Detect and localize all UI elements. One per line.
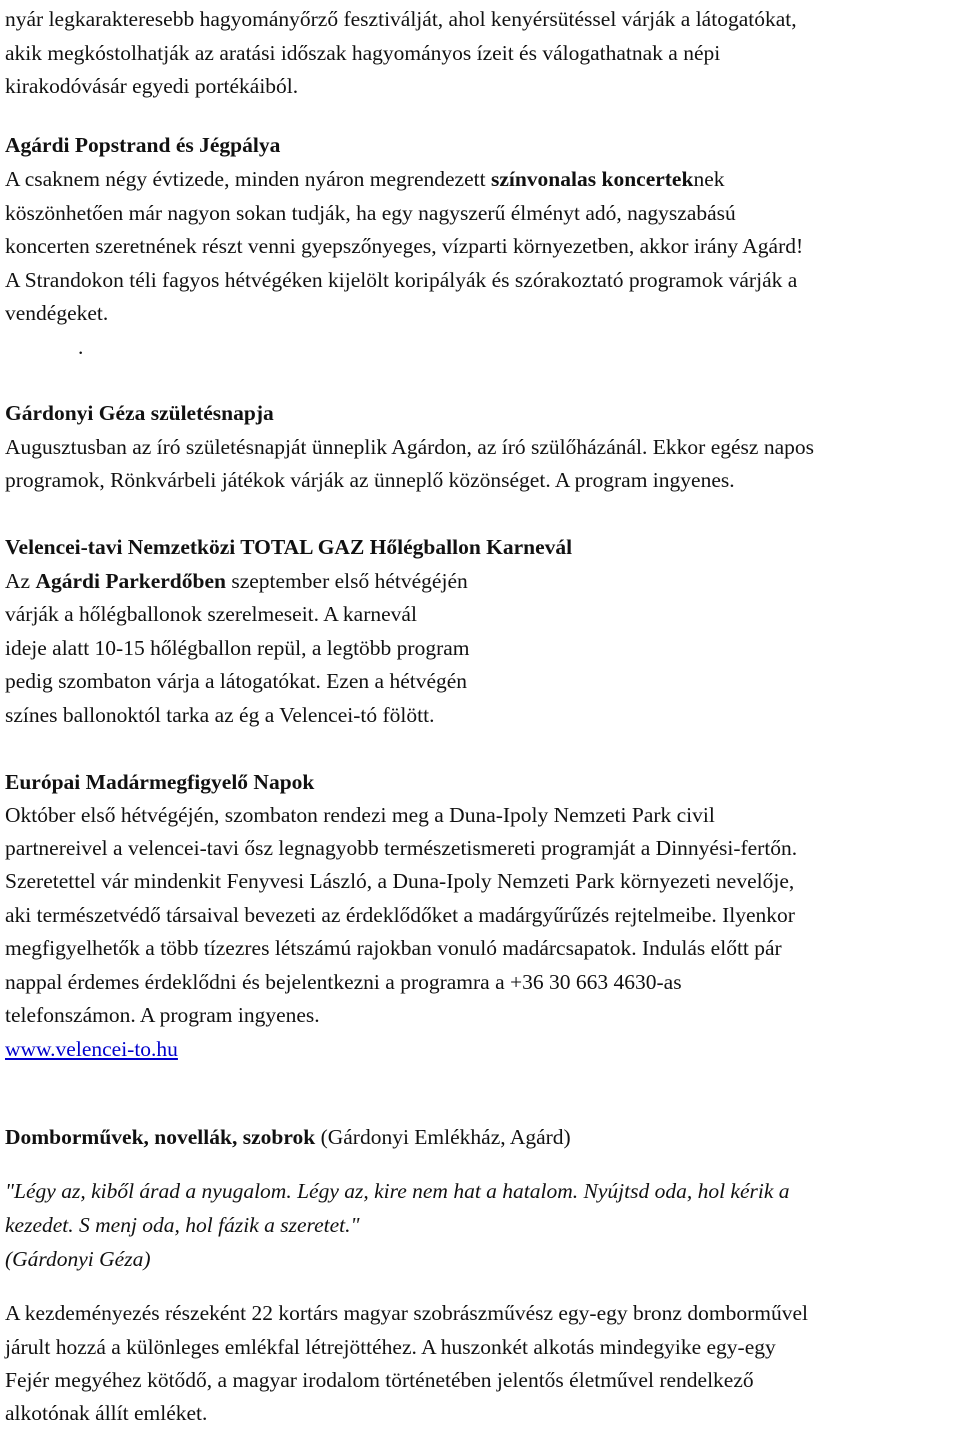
reliefs-line-1: A kezdeményezés részeként 22 kortárs magyar szobrászművész egy-egy bronz domborművel bbox=[5, 1301, 808, 1325]
birds-title: Európai Madármegfigyelő Napok bbox=[5, 770, 315, 794]
birds-line-1: Október első hétvégéjén, szombaton rendezi meg a Duna-Ipoly Nemzeti Park civil bbox=[5, 803, 715, 827]
popstrand-line-1: A csaknem négy évtizede, minden nyáron megrendezett színvonalas koncerteknek bbox=[5, 167, 725, 191]
reliefs-title: Domborművek, novellák, szobrok (Gárdonyi Emlékház, Agárd) bbox=[5, 1125, 571, 1149]
popstrand-line-4: A Strandokon téli fagyos hétvégéken kijelölt koripályák és szórakoztató programok várják a bbox=[5, 268, 798, 292]
birthday-line-1: Augusztusban az író születésnapját ünneplik Agárdon, az író szülőházánál. Ekkor egész napos bbox=[5, 435, 814, 459]
quote-line-1: "Légy az, kiből árad a nyugalom. Légy az, kire nem hat a hatalom. Nyújtsd oda, hol kérik a bbox=[5, 1179, 790, 1203]
balloon-line-4: pedig szombaton várja a látogatókat. Ezen a hétvégén bbox=[5, 669, 468, 693]
birds-line-3: Szeretettel vár mindenkit Fenyvesi László, a Duna-Ipoly Nemzeti Park környezeti nevelője, bbox=[5, 869, 795, 893]
link-line bbox=[5, 1032, 178, 1066]
website-link[interactable]: www.velencei-to.hu bbox=[5, 1037, 178, 1061]
reliefs-line-2: járult hozzá a különleges emlékfal létrejöttéhez. A huszonkét alkotás mindegyike egy-egy bbox=[5, 1335, 776, 1359]
intro-line-1: nyár legkarakteresebb hagyományőrző fesztiválját, ahol kenyérsütéssel várják a látogatókat, bbox=[5, 7, 797, 31]
popstrand-line-3: koncerten szeretnének részt venni gyepszőnyeges, vízparti környezetben, akkor irány Agárd! bbox=[5, 234, 804, 258]
quote-line-2: kezedet. S menj oda, hol fázik a szeretet." bbox=[5, 1213, 360, 1237]
balloon-line-2: várják a hőlégballonok szerelmeseit. A karnevál bbox=[5, 602, 417, 626]
birds-line-5: megfigyelhetők a több tízezres létszámú rajokban vonuló madárcsapatok. Indulás előtt pár bbox=[5, 936, 782, 960]
intro-line-2: akik megkóstolhatják az aratási időszak hagyományos ízeit és válogathatnak a népi bbox=[5, 41, 721, 65]
birthday-line-2: programok, Rönkvárbeli játékok várják az ünneplő közönséget. A program ingyenes. bbox=[5, 468, 735, 492]
balloon-line-3: ideje alatt 10-15 hőlégballon repül, a legtöbb program bbox=[5, 636, 470, 660]
popstrand-line-2: köszönhetően már nagyon sokan tudják, ha egy nagyszerű élményt adó, nagyszabású bbox=[5, 201, 736, 225]
intro-line-3: kirakodóvásár egyedi portékáiból. bbox=[5, 74, 299, 98]
birds-line-4: aki természetvédő társaival bevezeti az érdeklődőket a madárgyűrűzés rejtelmeibe. Ilyenkor bbox=[5, 903, 795, 927]
reliefs-line-3: Fejér megyéhez kötődő, a magyar irodalom történetében jelentős életművel rendelkező bbox=[5, 1368, 754, 1392]
birds-line-7: telefonszámon. A program ingyenes. bbox=[5, 1003, 320, 1027]
popstrand-title: Agárdi Popstrand és Jégpálya bbox=[5, 133, 281, 157]
reliefs-line-4: alkotónak állít emléket. bbox=[5, 1401, 208, 1425]
separator-dot: . bbox=[78, 335, 84, 359]
popstrand-highlight: színvonalas koncertek bbox=[490, 167, 694, 191]
balloon-title: Velencei-tavi Nemzetközi TOTAL GAZ Hőlégballon Karnevál bbox=[5, 535, 573, 559]
balloon-highlight: Agárdi Parkerdőben bbox=[35, 569, 226, 593]
balloon-line-5: színes ballonoktól tarka az ég a Velencei-tó fölött. bbox=[5, 703, 435, 727]
birds-line-2: partnereivel a velencei-tavi ősz legnagyobb természetismereti programját a Dinnyési-fertőn. bbox=[5, 836, 798, 860]
birthday-title: Gárdonyi Géza születésnapja bbox=[5, 401, 274, 425]
birds-line-6: nappal érdemes érdeklődni és bejelentkezni a programra a +36 30 663 4630-as bbox=[5, 970, 682, 994]
balloon-line-1: Az Agárdi Parkerdőben szeptember első hétvégéjén bbox=[5, 569, 468, 593]
popstrand-line-5: vendégeket. bbox=[5, 301, 109, 325]
quote-author: (Gárdonyi Géza) bbox=[5, 1247, 151, 1271]
